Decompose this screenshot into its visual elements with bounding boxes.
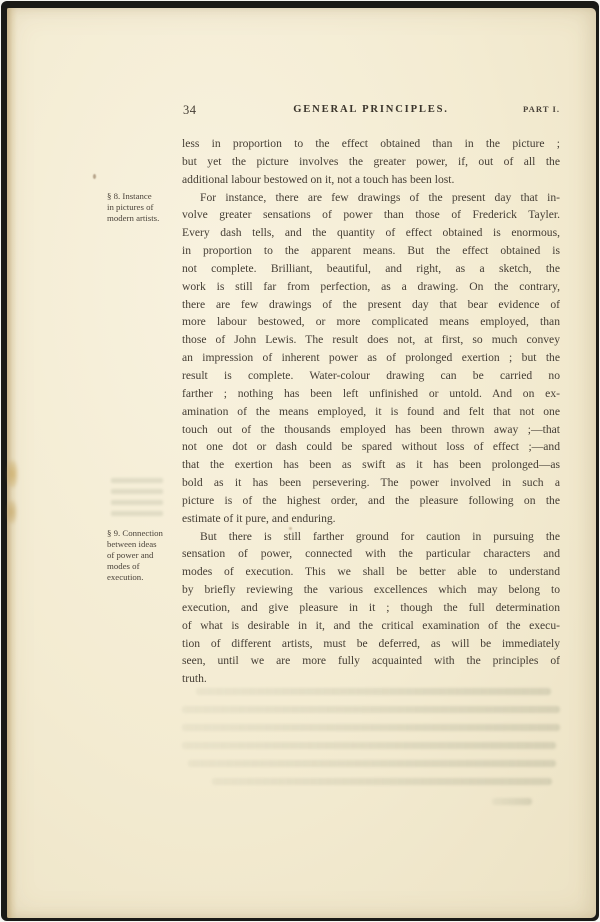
margin-note-line: of power and	[107, 550, 154, 560]
text-line: more labour bestowed, or more complicated means employed, than	[182, 315, 560, 329]
text-line: there are few drawings of the present day that bear evidence of	[182, 297, 560, 311]
text-line: in proportion to the apparent means. But the effect obtained is	[182, 244, 560, 258]
margin-note-section-8	[107, 191, 181, 224]
margin-note-line: § 8. Instance	[107, 191, 152, 201]
book-page	[7, 8, 596, 918]
text-line: execution, and give pleasure in it ; though the full determination	[182, 600, 560, 614]
text-line: result is complete. Water-colour drawing can be carried no	[182, 368, 560, 382]
text-line: but yet the picture involves the greater power, if, out of all the	[182, 154, 560, 168]
text-line: touch out of the thousands employed has been thrown away ;—that	[182, 422, 560, 436]
margin-note-line: § 9. Connection	[107, 528, 163, 538]
text-line: For instance, there are few drawings of the present day that in-	[200, 190, 560, 204]
bleed-through-line	[188, 760, 556, 767]
text-line: modes of execution. This we shall be better able to understand	[182, 565, 560, 579]
margin-note-line: modern artists.	[107, 213, 160, 223]
margin-note-line: between ideas	[107, 539, 157, 549]
text-line: not complete. Brilliant, beautiful, and right, as a sketch, the	[182, 261, 560, 275]
text-line: amination of the means employed, it is found and felt that not one	[182, 404, 560, 418]
bleed-through-margin-note	[111, 478, 163, 528]
bleed-through-line	[182, 742, 556, 749]
text-line: estimate of it pure, and enduring.	[182, 511, 336, 525]
margin-note-line: execution.	[107, 572, 144, 582]
text-line: sensation of power, connected with the particular characters and	[182, 547, 560, 561]
text-line: But there is still farther ground for caution in pursuing the	[200, 529, 560, 543]
part-label: PART I.	[523, 104, 560, 114]
text-line: picture is of the highest order, and the pleasure following on the	[182, 493, 560, 507]
bleed-through-line	[182, 724, 560, 731]
text-line: bold as it has been persevering. The power involved in such a	[182, 476, 560, 490]
margin-note-line: in pictures of	[107, 202, 154, 212]
text-line: seen, until we are more fully acquainted with the principles of	[182, 654, 560, 668]
text-line: tion of different artists, must be deferred, as will be immediately	[182, 636, 560, 650]
page-number: 34	[183, 103, 197, 117]
bleed-through-line	[196, 688, 551, 695]
text-line: those of John Lewis. The result does not, at first, so much convey	[182, 333, 560, 347]
text-line: that the exertion has been as swift as it has been prolonged—as	[182, 458, 560, 472]
bleed-through-line	[212, 778, 552, 785]
text-line: Every dash tells, and the quantity of effect obtained is enormous,	[182, 226, 560, 240]
text-line: of what is desirable in it, and the critical examination of the execu-	[182, 618, 560, 632]
text-line: volve greater sensations of power than those of Frederick Tayler.	[182, 208, 560, 222]
bleed-through-line	[182, 706, 560, 713]
bleed-through-text	[182, 686, 560, 811]
text-line: an impression of inherent power as of prolonged exertion ; but the	[182, 351, 560, 365]
paper-speck	[93, 174, 96, 179]
paper-stain	[7, 500, 17, 524]
running-title: GENERAL PRINCIPLES.	[293, 104, 449, 115]
bleed-through-line	[492, 798, 532, 805]
text-line: less in proportion to the effect obtained than in the picture ;	[182, 137, 560, 150]
margin-note-line: modes of	[107, 561, 140, 571]
page-header	[182, 103, 560, 119]
paper-stain	[7, 460, 18, 488]
paper-speck	[289, 527, 292, 530]
text-line: additional labour bestowed on it, not a touch has been lost.	[182, 172, 455, 186]
margin-note-section-9	[107, 528, 181, 583]
text-line: not one dot or dash could be spared without loss of effect ;—and	[182, 440, 560, 454]
text-line: work is still far from perfection, as a drawing. On the contrary,	[182, 279, 560, 293]
text-line: farther ; nothing has been left unfinished or untold. And on ex-	[182, 386, 560, 400]
text-line: by briefly reviewing the various excellences which may belong to	[182, 583, 560, 597]
text-line: truth.	[182, 672, 207, 686]
body-text	[182, 135, 560, 688]
